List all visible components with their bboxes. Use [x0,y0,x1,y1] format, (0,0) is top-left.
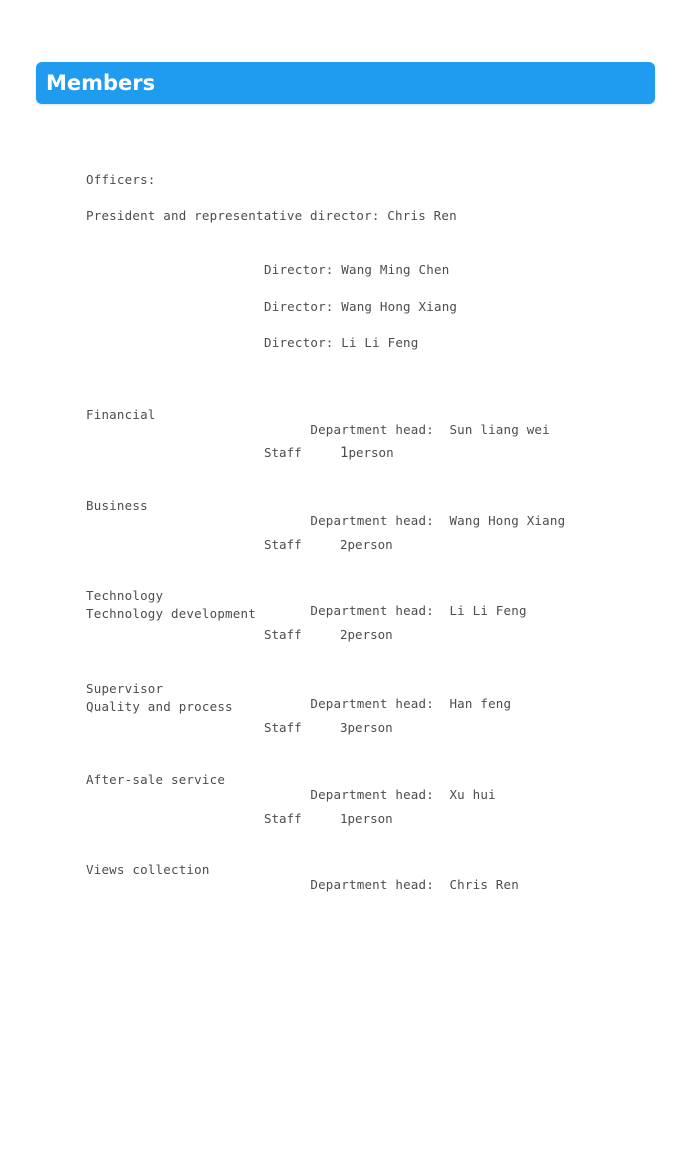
dept-head-label: Department head: [310,696,434,711]
dept-head-label: Department head: [310,877,434,892]
person-unit: person [347,811,393,826]
staff-count: 1 [340,811,348,826]
person-unit: person [347,720,393,735]
staff-label: Staff [264,811,302,826]
staff-count: 1 [340,445,349,461]
director-line: Director: Wang Ming Chen [264,262,450,277]
staff-count: 2 [340,627,348,642]
staff-count: 3 [340,720,348,735]
department-name: Technology [86,588,164,603]
officers-label: Officers: [86,172,156,187]
department-name: After-sale service [86,772,226,787]
page-title: Members [46,71,156,95]
person-unit: person [347,627,393,642]
person-unit: person [348,445,394,460]
director-line: Director: Wang Hong Xiang [264,299,458,314]
dept-head-name: Chris Ren [449,877,519,892]
dept-head-name: Li Li Feng [449,603,527,618]
department-name: Views collection [86,862,210,877]
staff-count: 2 [340,537,348,552]
staff-label: Staff [264,720,302,735]
dept-head-name: Wang Hong Xiang [449,513,566,528]
dept-head-name: Han feng [449,696,512,711]
department-name: Financial [86,407,156,422]
dept-head-name: Sun liang wei [449,422,550,437]
department-subname: Quality and process [86,699,233,714]
director-line: Director: Li Li Feng [264,335,419,350]
dept-head-name: Xu hui [449,787,496,802]
department-subname: Technology development [86,606,256,621]
staff-label: Staff [264,627,302,642]
person-unit: person [347,537,393,552]
department-name: Supervisor [86,681,164,696]
staff-label: Staff [264,537,302,552]
staff-label: Staff [264,445,302,460]
president-line: President and representative director: Chris Ren [86,208,457,223]
department-name: Business [86,498,148,513]
dept-head-label: Department head: [310,513,434,528]
dept-head-label: Department head: [310,422,434,437]
dept-head-label: Department head: [310,787,434,802]
dept-head-label: Department head: [310,603,434,618]
